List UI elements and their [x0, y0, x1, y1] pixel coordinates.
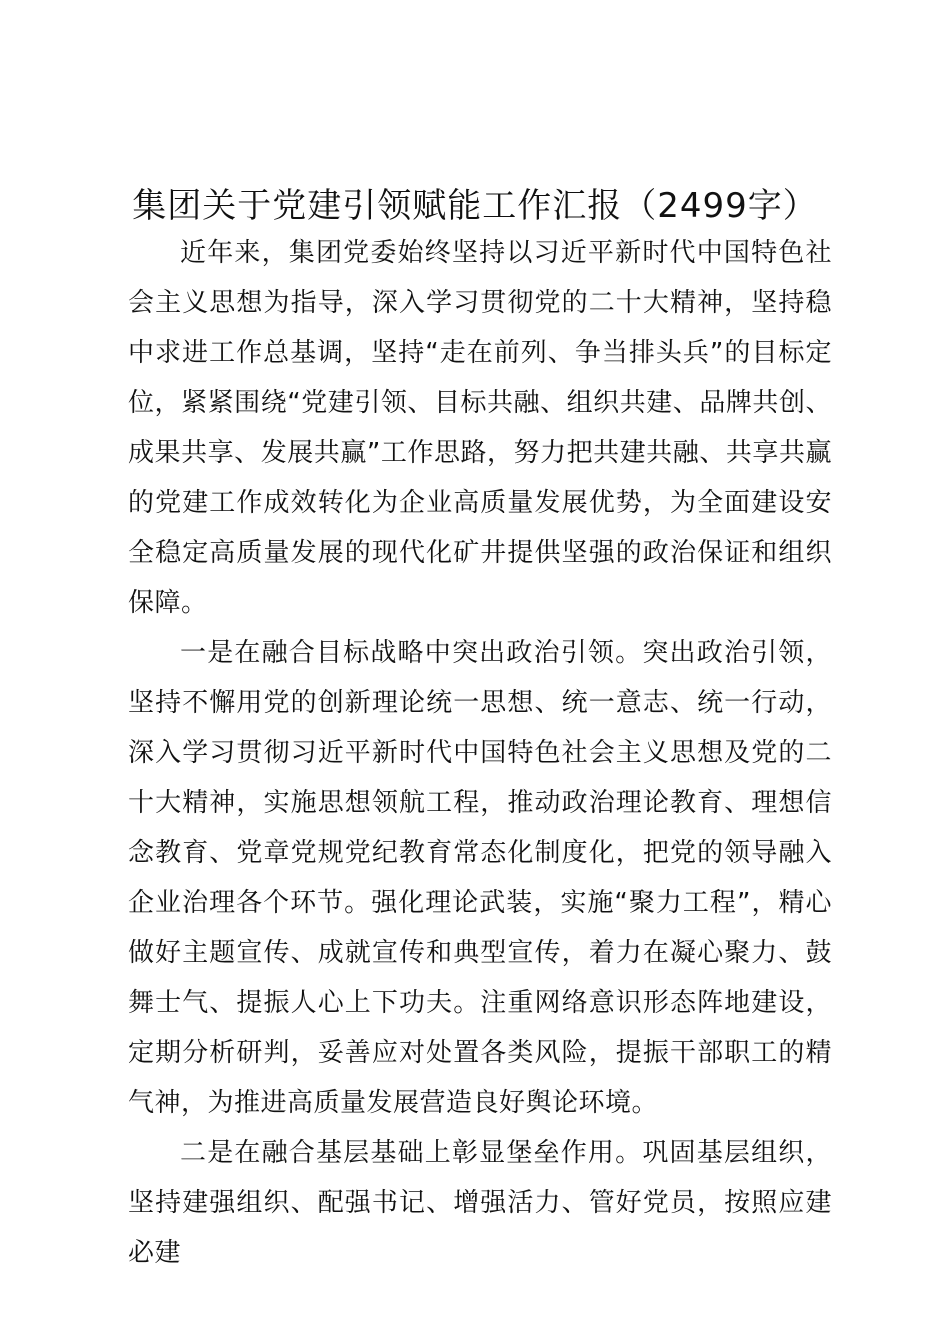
paragraph-intro: 近年来，集团党委始终坚持以习近平新时代中国特色社会主义思想为指导，深入学习贯彻党的二十大精神，坚持稳中求进工作总基调，坚持“走在前列、争当排头兵”的目标定位，紧紧围绕“党建引领、目标共融、组织共建、品牌共创、成果共享、发展共赢”工作思路，努力把共建共融、共享共赢的党建工作成效转化为企业高质量发展优势，为全面建设安全稳定高质量发展的现代化矿井提供坚强的政治保证和组织保障。: [128, 238, 832, 618]
document-body: [128, 228, 832, 1278]
document-title: 集团关于党建引领赋能工作汇报（2499字）: [132, 186, 818, 226]
paragraph-grassroots: 二是在融合基层基础上彰显堡垒作用。巩固基层组织，坚持建强组织、配强书记、增强活力、管好党员，按照应建必建: [128, 1138, 832, 1268]
paragraph-political-leadership: 一是在融合目标战略中突出政治引领。突出政治引领，坚持不懈用党的创新理论统一思想、统一意志、统一行动，深入学习贯彻习近平新时代中国特色社会主义思想及党的二十大精神，实施思想领航工程，推动政治理论教育、理想信念教育、党章党规党纪教育常态化制度化，把党的领导融入企业治理各个环节。强化理论武装，实施“聚力工程”，精心做好主题宣传、成就宣传和典型宣传，着力在凝心聚力、鼓舞士气、提振人心上下功夫。注重网络意识形态阵地建设，定期分析研判，妥善应对处置各类风险，提振干部职工的精气神，为推进高质量发展营造良好舆论环境。: [128, 638, 832, 1118]
